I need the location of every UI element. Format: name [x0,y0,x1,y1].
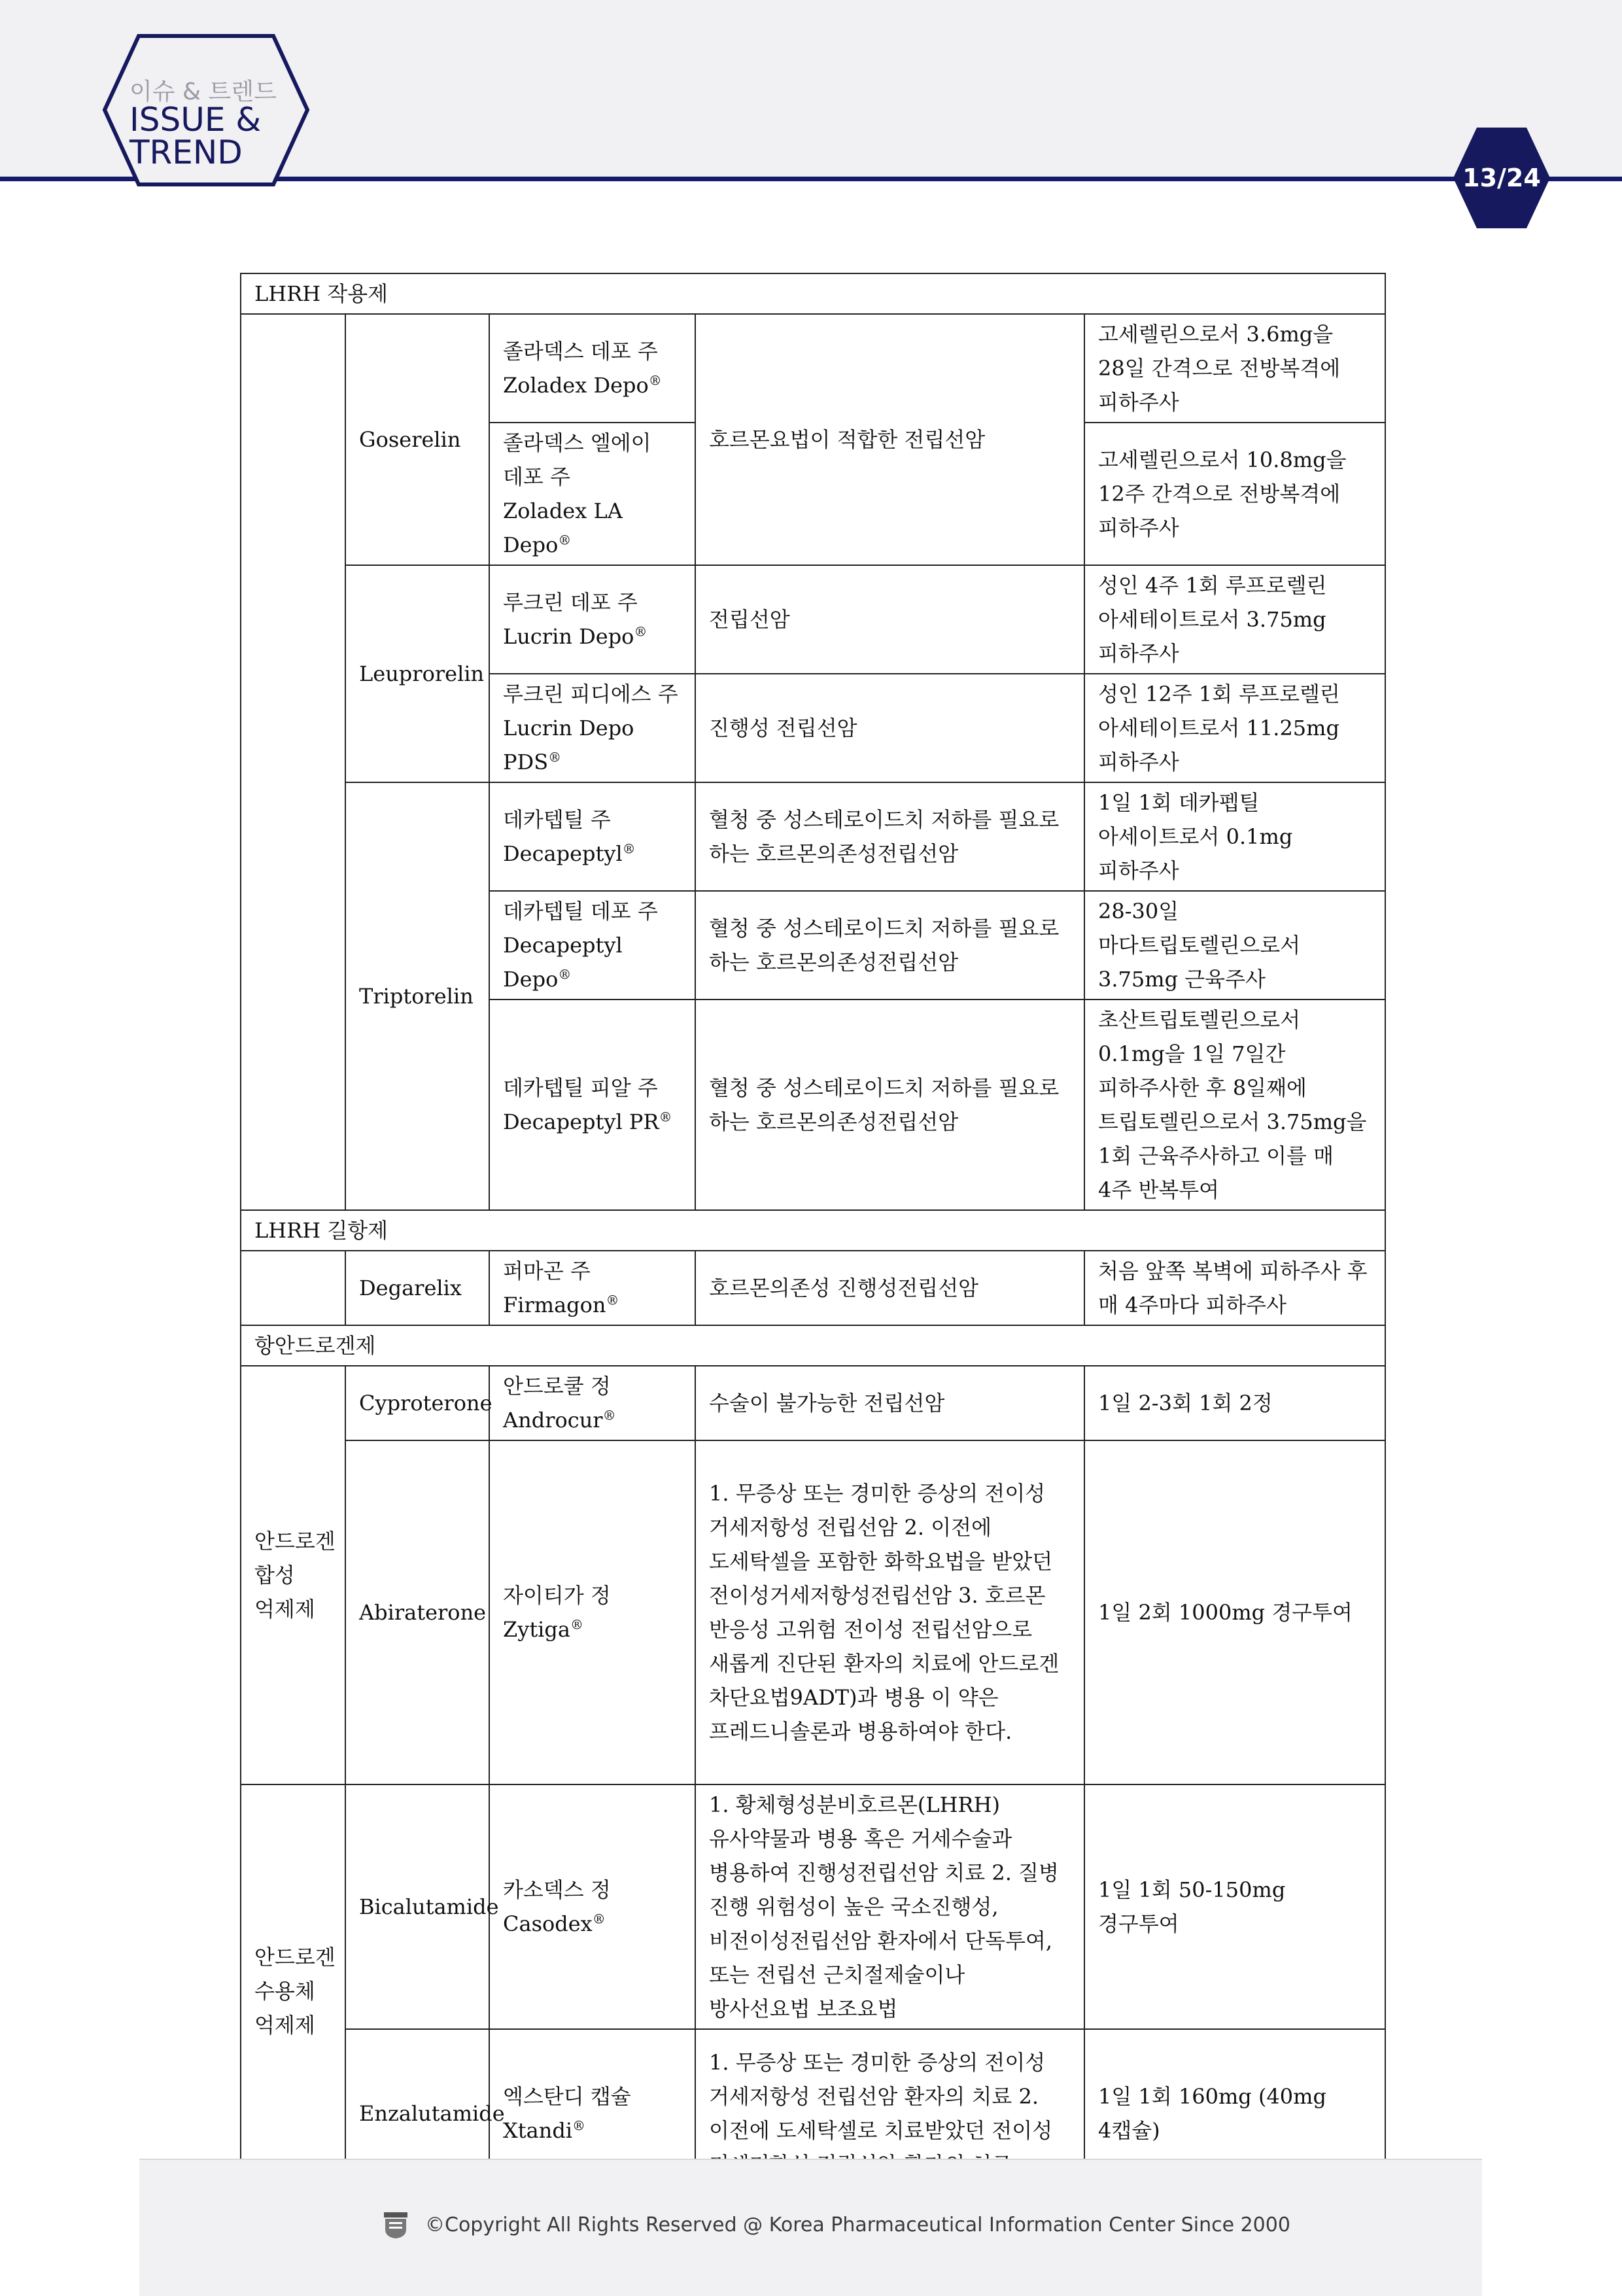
indication-cell: 1. 황체형성분비호르몬(LHRH) 유사약물과 병용 혹은 거세수술과 병용하여 진행성전립선암 치료 2. 질병 진행 위험성이 높은 국소진행성, 비전이성전립선암 환자에서 단독투여, 또는 전립선 근치절제술이나 방사선요법 보조요법 [695,1784,1084,2029]
product-name-en: Firmagon [503,1293,606,1317]
dosage-cell: 고세렐린으로서 10.8mg을 12주 간격으로 전방복격에 피하주사 [1084,423,1385,565]
ingredient-cell: Leuprorelin [345,565,489,782]
page-number: 13/24 [1462,164,1541,192]
ingredient-cell: Enzalutamide [345,2029,489,2198]
product-name-kr: 졸라덱스 데포 주 [503,339,658,364]
dosage-cell: 처음 앞쪽 복벽에 피하주사 후 매 4주마다 피하주사 [1084,1251,1385,1325]
product-cell [489,674,695,782]
ingredient-cell: Cyproterone [345,1366,489,1440]
product-cell [489,782,695,891]
section-title: LHRH 작용제 [241,273,1385,314]
table-row [241,1366,1385,1440]
category-cell [241,1251,345,1325]
dosage-cell: 1일 2-3회 1회 2정 [1084,1366,1385,1440]
table-row [241,1251,1385,1325]
dosage-cell: 초산트립토렐린으로서 0.1mg을 1일 7일간 피하주사한 후 8일째에 트립토렐린으로서 3.75mg을 1회 근육주사하고 이를 매 4주 반복투여 [1084,1000,1385,1210]
ingredient-cell: Triptorelin [345,782,489,1210]
section-row [241,1325,1385,1366]
product-cell [489,891,695,1000]
section-row [241,1210,1385,1251]
product-name-kr: 졸라덱스 엘에이 데포 주 [503,430,651,489]
kpic-crest-icon [383,2211,409,2240]
product-name-kr: 데카텝틸 피알 주 [503,1075,658,1100]
product-name-en: Casodex [503,1911,593,1936]
logo-english [129,103,261,169]
category-cell: 안드로겐 합성 억제제 [241,1366,345,1784]
registered-mark: ® [606,1292,619,1308]
product-cell [489,1784,695,2029]
product-name-kr: 데카텝틸 데포 주 [503,899,658,924]
section-title: LHRH 길항제 [241,1210,1385,1251]
dosage-cell: 28-30일 마다트립토렐린으로서 3.75mg 근육주사 [1084,891,1385,1000]
table-row [241,314,1385,423]
registered-mark: ® [592,1911,606,1927]
registered-mark: ® [558,532,572,548]
drug-table [240,273,1386,2199]
ingredient-cell: Abiraterone [345,1440,489,1784]
category-cell [241,314,345,1210]
indication-cell: 호르몬요법이 적합한 전립선암 [695,314,1084,565]
category-cell: 안드로겐 수용체 억제제 [241,1784,345,2198]
indication-cell: 1. 무증상 또는 경미한 증상의 전이성 거세저항성 전립선암 환자의 치료 2. 이전에 도세탁셀로 치료받았던 전이성 [695,2029,1084,2198]
product-name-en: Decapeptyl [503,841,623,866]
ingredient-cell: Degarelix [345,1251,489,1325]
product-name-en: Zoladex LA Depo [503,498,623,557]
product-name-kr: 자이티가 정 [503,1583,611,1608]
product-cell [489,1000,695,1210]
indication-cell: 혈청 중 성스테로이드치 저하를 필요로 하는 호르몬의존성전립선암 [695,891,1084,1000]
logo-line-2: TREND [129,133,243,171]
product-name-en: Zoladex Depo [503,373,649,398]
indication-cell: 진행성 전립선암 [695,674,1084,782]
indication-cell: 전립선암 [695,565,1084,674]
product-cell [489,565,695,674]
product-cell [489,1251,695,1325]
product-name-en: Lucrin Depo PDS [503,716,634,774]
copyright-text: ©Copyright All Rights Reserved @ Korea Pharmaceutical Information Center Since 2000 [425,2214,1290,2236]
registered-mark: ® [570,1616,583,1633]
indication-cell: 호르몬의존성 진행성전립선암 [695,1251,1084,1325]
product-name-kr: 안드로쿨 정 [503,1374,611,1399]
registered-mark: ® [648,372,662,389]
product-name-en: Androcur [503,1408,603,1433]
registered-mark: ® [622,841,636,857]
product-name-kr: 엑스탄디 캡슐 [503,2084,631,2109]
product-name-en: Zytiga [503,1617,570,1642]
dosage-cell: 성인 12주 1회 루프로렐린 아세테이트로서 11.25mg 피하주사 [1084,674,1385,782]
dosage-cell: 1일 1회 160mg (40mg 4캡슐) [1084,2029,1385,2198]
product-name-kr: 루크린 데포 주 [503,590,638,615]
registered-mark: ® [548,749,562,765]
section-row [241,273,1385,314]
indication-cell: 1. 무증상 또는 경미한 증상의 전이성 거세저항성 전립선암 2. 이전에 도세탁셀을 포함한 화학요법을 받았던 전이성거세저항성전립선암 3. 호르몬 반응성 고위험 전이성 전립선암으로 새롭게 진단된 환자의 치료에 안드로겐 차단요법9ADT)과 병용 이 약은 프레드니솔론과 병용하여야 한다. [695,1440,1084,1784]
registered-mark: ® [634,623,647,640]
product-name-kr: 카소덱스 정 [503,1877,611,1902]
dosage-cell: 성인 4주 1회 루프로렐린 아세테이트로서 3.75mg 피하주사 [1084,565,1385,674]
product-name-en: Decapeptyl PR [503,1109,659,1134]
product-name-kr: 퍼마곤 주 [503,1259,591,1283]
indication-cell: 수술이 불가능한 전립선암 [695,1366,1084,1440]
indication-cell: 혈청 중 성스테로이드치 저하를 필요로 하는 호르몬의존성전립선암 [695,782,1084,891]
product-name-kr: 루크린 피디에스 주 [503,682,678,706]
dosage-cell: 1일 2회 1000mg 경구투여 [1084,1440,1385,1784]
registered-mark: ® [572,2117,586,2134]
table-row [241,565,1385,674]
registered-mark: ® [602,1407,616,1423]
logo-korean: 이슈 & 트렌드 [129,78,277,105]
dosage-cell: 1일 1회 데카펩틸 아세이트로서 0.1mg 피하주사 [1084,782,1385,891]
ingredient-cell: Goserelin [345,314,489,565]
product-cell [489,1366,695,1440]
product-name-en: Lucrin Depo [503,624,634,649]
registered-mark: ® [659,1109,672,1125]
product-name-kr: 데카텝틸 주 [503,807,611,832]
logo-line-1: ISSUE & [129,101,262,139]
dosage-cell: 고세렐린으로서 3.6mg을 28일 간격으로 전방복격에 피하주사 [1084,314,1385,423]
section-title: 항안드로겐제 [241,1325,1385,1366]
dosage-cell: 1일 1회 50-150mg 경구투여 [1084,1784,1385,2029]
product-cell [489,314,695,423]
product-name-en: Xtandi [503,2118,573,2143]
table-row [241,782,1385,891]
indication-cell: 혈청 중 성스테로이드치 저하를 필요로 하는 호르몬의존성전립선암 [695,1000,1084,1210]
table-row [241,1784,1385,2029]
table-row [241,1440,1385,1784]
product-cell [489,1440,695,1784]
product-cell [489,423,695,565]
ingredient-cell: Bicalutamide [345,1784,489,2029]
registered-mark: ® [558,966,572,983]
product-name-en: Decapeptyl Depo [503,933,623,992]
